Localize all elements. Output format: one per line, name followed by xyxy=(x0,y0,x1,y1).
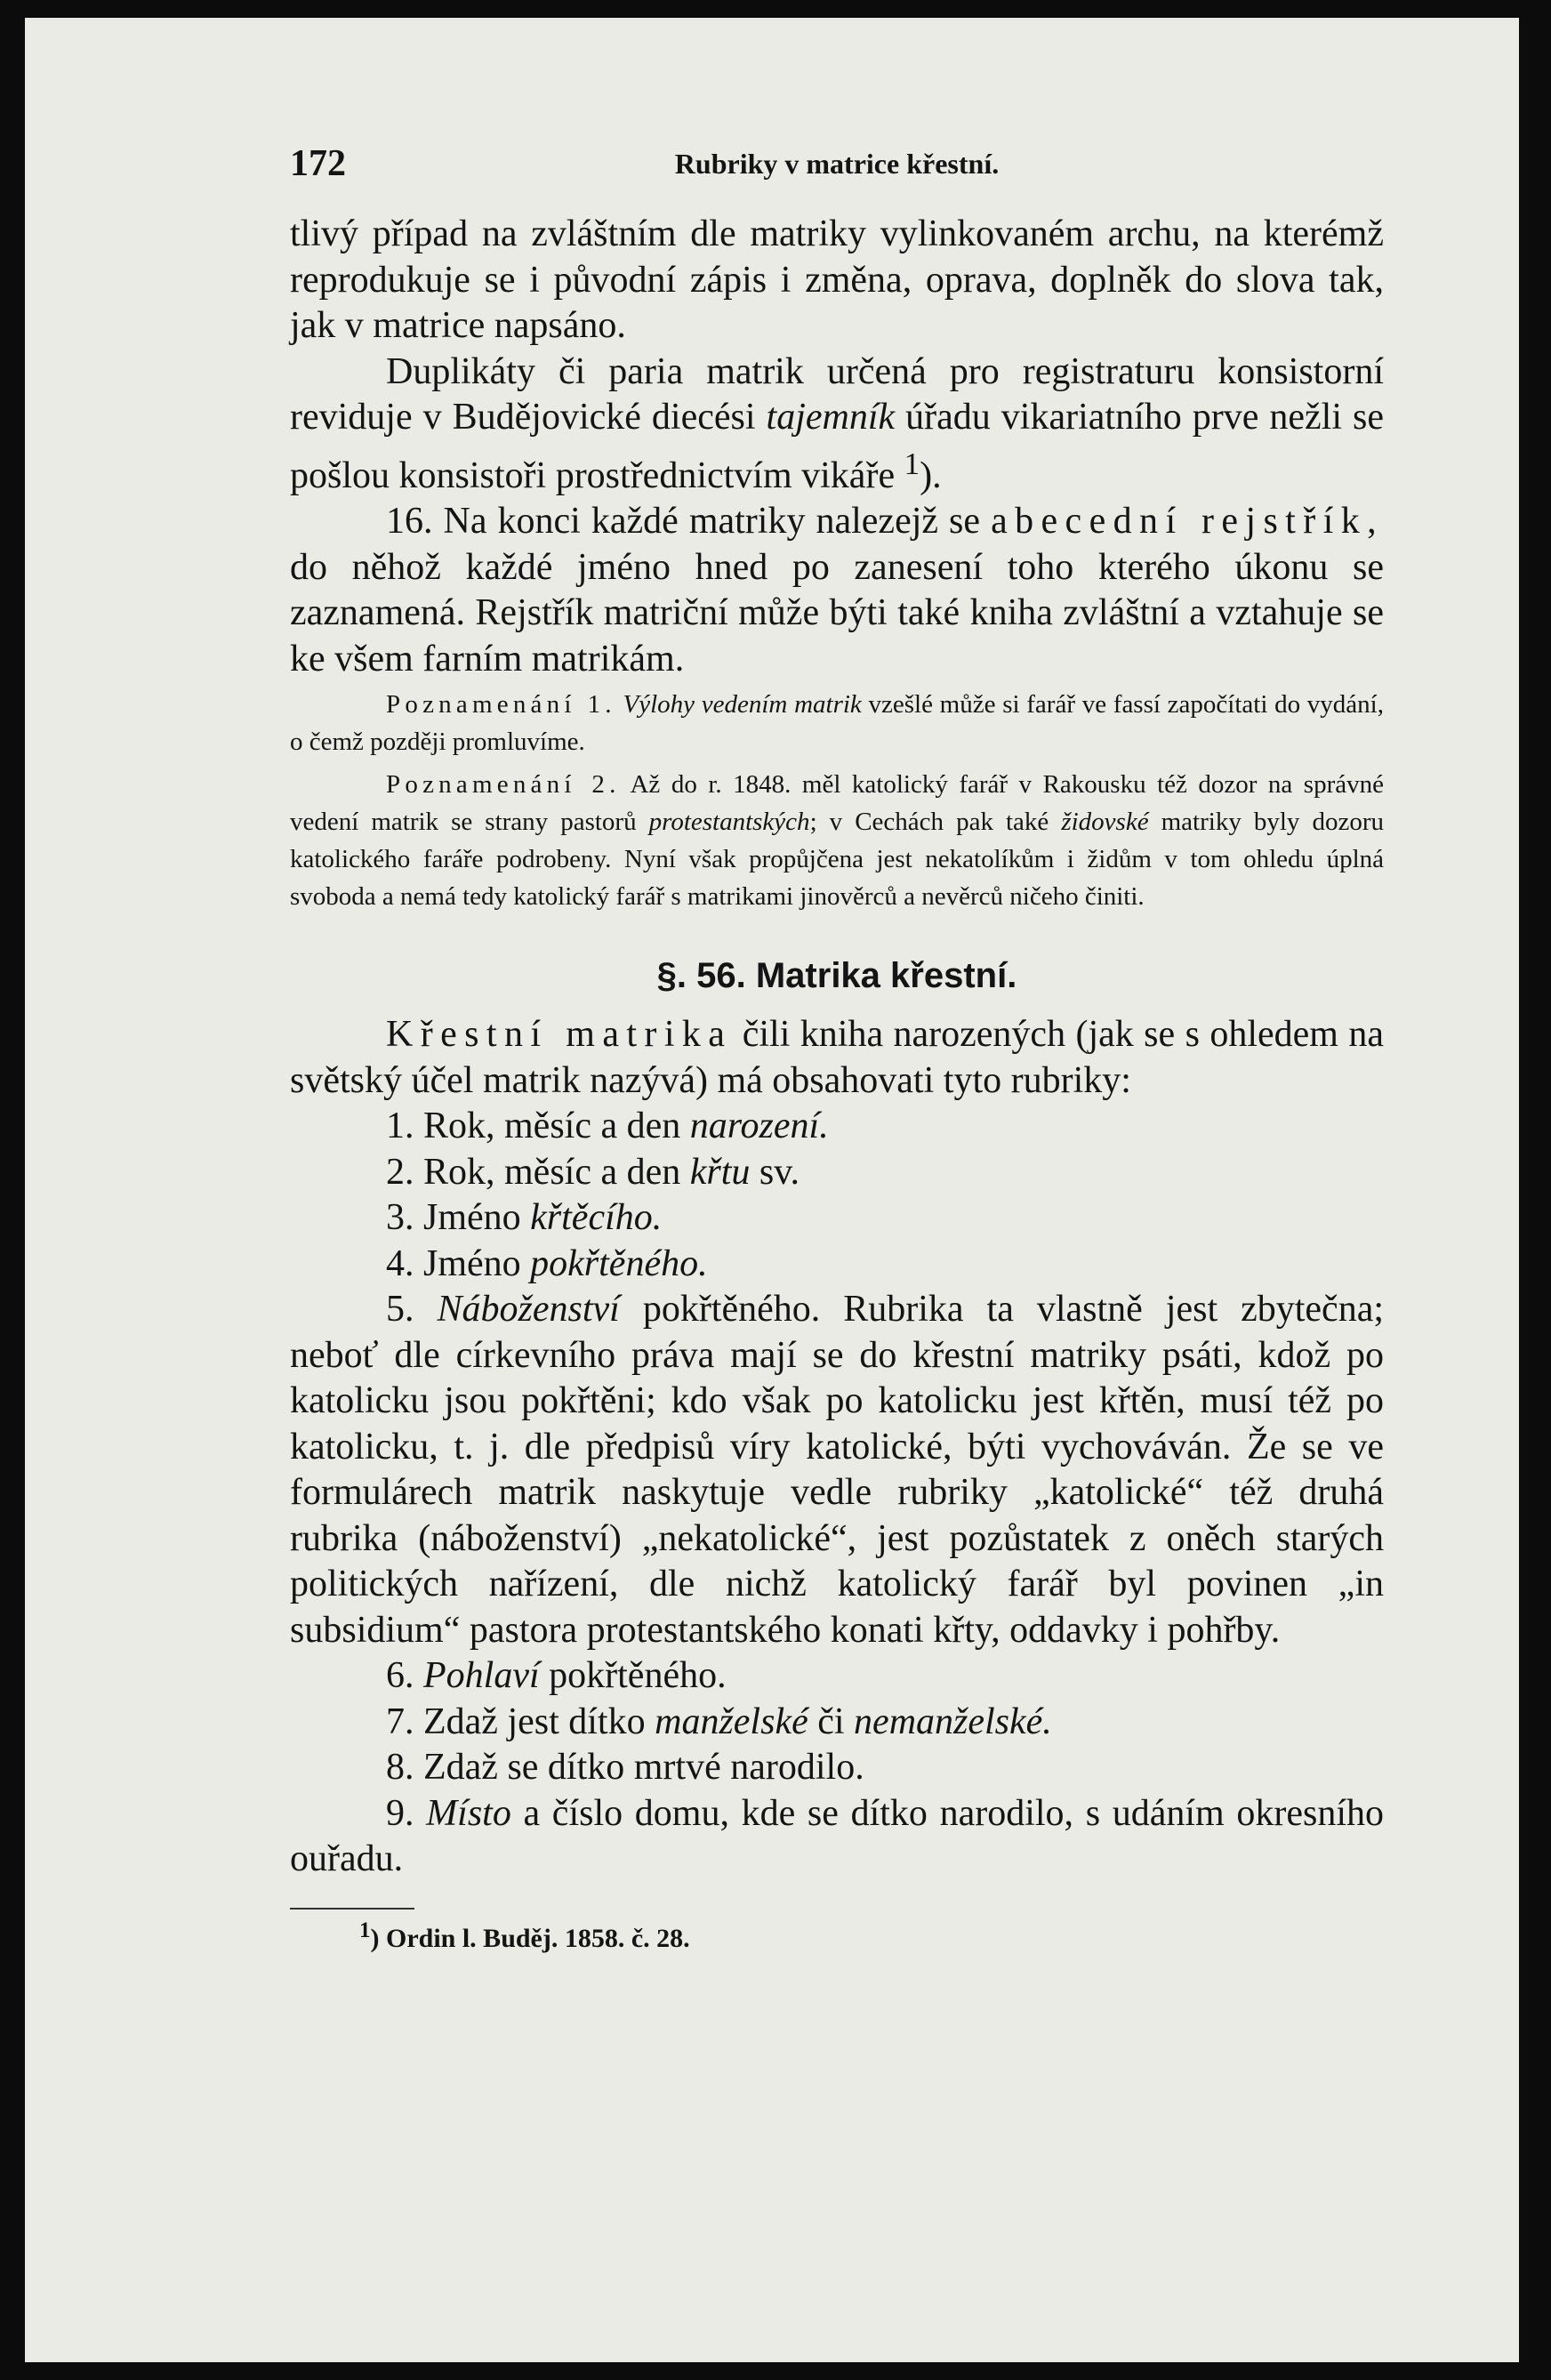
note-2 xyxy=(290,766,1384,915)
emphasis-text: křtu xyxy=(689,1151,751,1193)
paragraph-text: Na konci každé matriky nalezejž se xyxy=(432,501,992,542)
footnote-marker: 1 xyxy=(904,446,920,481)
item-text: pokřtěného. Rubrika ta vlastně jest zbytečna; neboť dle církevního práva mají se do křestní matriky psáti, kdož po katolicku jsou pokřtěni; kdo však po katolicku jest křtěn, musí též po katolicku, t. j. dle předpisů víry katolické, býti vychováván. Že se ve formulárech matrik naskytuje vedle rubriky „katolické“ též druhá rubrika (náboženství) „nekatolické“, jest pozůstatek z oněch starých politických nařízení, dle nichž katolický farář byl povinen „in subsidium“ pastora protestantského konati křty, oddavky i pohřby. xyxy=(290,1289,1385,1651)
book-page xyxy=(25,18,1519,2362)
emphasis-text: Výlohy vedením matrik xyxy=(623,690,862,719)
emphasis-text: protestantských xyxy=(648,808,810,836)
item-text xyxy=(414,1793,427,1834)
item-text xyxy=(414,1289,438,1330)
emphasis-text: tajemník xyxy=(766,397,896,438)
item-number: 7. xyxy=(386,1701,414,1742)
footnote-marker: 1 xyxy=(359,1918,371,1942)
note-text: ; v Cechách pak také xyxy=(809,808,1062,836)
list-item xyxy=(290,1700,1384,1746)
note-text: Až do r. 1848. měl katolický farář v Rakousku též dozor na správné vedení matrik se strany pastorů xyxy=(290,770,1384,836)
emphasis-text: Pohlaví xyxy=(423,1655,540,1696)
spaced-term: Křestní matrika xyxy=(386,1014,733,1055)
paragraph-text: do něhož každé jméno hned po zanesení toho kterého úkonu se zaznamená. Rejstřík matriční může býti také kniha zvláštní a vztahuje se ke všem farním matrikám. xyxy=(290,546,1384,679)
emphasis-text: Místo xyxy=(426,1792,511,1834)
item-number: 2. xyxy=(386,1151,414,1193)
paragraph-text: úřadu vikariatního prve nežli se pošlou konsistoři prostřednictvím vikáře xyxy=(290,397,1384,496)
paragraph-text: ). xyxy=(920,454,942,496)
paragraph-duplicates xyxy=(290,350,1384,500)
page-number: 172 xyxy=(290,143,346,184)
item-number: 3. xyxy=(386,1197,414,1238)
list-item xyxy=(290,1195,1384,1242)
item-text: Zdaž se dítko mrtvé narodilo. xyxy=(414,1747,864,1788)
note-label: Poznamenání 1. xyxy=(386,690,616,719)
footnote-text: ) Ordin l. Buděj. 1858. č. 28. xyxy=(370,1923,690,1953)
item-text: Rok, měsíc a den xyxy=(414,1106,690,1146)
list-item xyxy=(290,1653,1384,1700)
emphasis-text: narození. xyxy=(689,1106,829,1146)
item-number: 5. xyxy=(386,1289,414,1330)
list-item xyxy=(290,1104,1384,1150)
footnote xyxy=(290,1918,1384,1954)
note-text: matriky byly dozoru katolického faráře podrobeny. Nyní však propůjčena jest nekatolíkům i židům v tom ohledu úplná svoboda a nemá tedy katolický farář s matrikami jinověrců a nevěrců ničeho činiti. xyxy=(290,808,1384,911)
paragraph-text: Duplikáty či paria matrik určená pro registraturu konsistorní reviduje v Budějovické diecési xyxy=(290,350,1384,438)
spaced-term: abecední rejstřík, xyxy=(991,501,1385,542)
item-text: a číslo domu, kde se dítko narodilo, s udáním okresního ouřadu. xyxy=(290,1792,1384,1879)
emphasis-text: pokřtěného. xyxy=(530,1242,708,1284)
paragraph-continuation xyxy=(290,212,1384,350)
item-number: 4. xyxy=(386,1242,414,1284)
item-text: Rok, měsíc a den xyxy=(414,1151,690,1193)
item-number: 1. xyxy=(386,1106,414,1146)
emphasis-text: Náboženství xyxy=(437,1289,620,1330)
footnote-divider xyxy=(290,1908,414,1910)
item-number: 8. xyxy=(386,1747,414,1788)
emphasis-text: židovské xyxy=(1061,808,1149,836)
running-title: Rubriky v matrice křestní. xyxy=(674,148,1000,180)
emphasis-text: nemanželské. xyxy=(854,1701,1052,1742)
note-text: vzešlé může si farář ve fassí započítati do vydání, o čemž později promluvíme. xyxy=(290,690,1384,756)
paragraph-index xyxy=(290,499,1384,682)
list-item xyxy=(290,1242,1384,1288)
list-item xyxy=(290,1745,1384,1791)
paragraph-intro xyxy=(290,1012,1384,1104)
page-body xyxy=(290,212,1384,1954)
item-text: pokřtěného. xyxy=(539,1655,727,1696)
item-text: Jméno xyxy=(414,1197,531,1238)
list-item xyxy=(290,1287,1384,1653)
item-text xyxy=(414,1655,424,1696)
item-text: Jméno xyxy=(414,1242,531,1284)
item-text: Zdaž jest dítko xyxy=(414,1701,655,1742)
item-number: 9. xyxy=(386,1792,414,1834)
page-header xyxy=(290,142,1384,196)
item-number: 6. xyxy=(386,1655,414,1696)
paragraph-number: 16. xyxy=(386,501,433,542)
item-text: či xyxy=(808,1701,855,1742)
list-item xyxy=(290,1150,1384,1196)
item-text: sv. xyxy=(750,1151,800,1193)
list-item xyxy=(290,1791,1384,1883)
paragraph-text: čili kniha narozených (jak se s ohledem na světský účel matrik nazývá) má obsahovati tyto rubriky: xyxy=(290,1014,1384,1101)
note-1 xyxy=(290,686,1384,760)
section-heading: §. 56. Matrika křestní. xyxy=(656,956,1017,995)
paragraph-text: tlivý případ na zvláštním dle matriky vylinkovaném archu, na kterémž reprodukuje se i původní zápis i změna, oprava, doplněk do slova tak, jak v matrice napsáno. xyxy=(290,213,1384,346)
emphasis-text: manželské xyxy=(655,1701,808,1742)
emphasis-text: křtěcího. xyxy=(530,1197,663,1238)
note-label: Poznamenání 2. xyxy=(386,770,621,799)
